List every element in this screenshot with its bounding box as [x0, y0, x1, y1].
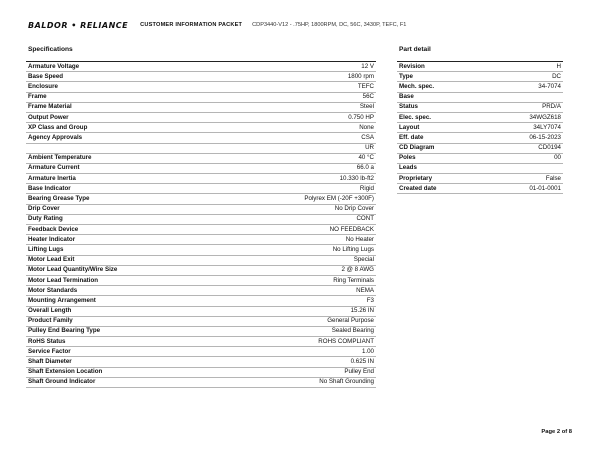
table-row [397, 174, 563, 184]
row-value: Pulley End [344, 368, 374, 376]
page-header [28, 18, 580, 32]
row-value: Steel [359, 103, 374, 111]
specifications-table [26, 61, 376, 388]
table-row [26, 93, 376, 103]
row-label: Base [399, 93, 414, 101]
row-value: ROHS COMPLIANT [318, 337, 374, 345]
table-row [397, 82, 563, 92]
table-row [26, 378, 376, 388]
row-value: 0.750 HP [348, 113, 374, 121]
part-detail-title: Part detail [399, 46, 431, 53]
row-value: 15.26 IN [350, 307, 374, 315]
table-row [397, 164, 563, 174]
row-label: Revision [399, 62, 425, 70]
table-row [26, 82, 376, 92]
row-label: Duty Rating [28, 215, 63, 223]
row-label: Armature Inertia [28, 174, 76, 182]
row-label: Mech. spec. [399, 82, 435, 90]
table-row [26, 225, 376, 235]
row-label: Lifting Lugs [28, 245, 64, 253]
row-value: Rigid [359, 184, 374, 192]
row-value: CONT [356, 215, 374, 223]
row-label: Shaft Diameter [28, 358, 72, 366]
table-row [26, 317, 376, 327]
table-row [397, 123, 563, 133]
table-row [26, 347, 376, 357]
row-label: Mounting Arrangement [28, 296, 96, 304]
row-label: Motor Lead Termination [28, 276, 99, 284]
table-row [26, 337, 376, 347]
row-label: Poles [399, 154, 416, 162]
table-row [26, 62, 376, 72]
row-label: Shaft Ground Indicator [28, 378, 96, 386]
row-label: Eff. date [399, 133, 424, 141]
row-value: 06-15-2023 [529, 133, 561, 141]
row-value: 00 [554, 154, 561, 162]
table-row [26, 307, 376, 317]
row-label: Shaft Extension Location [28, 368, 103, 376]
row-label: Enclosure [28, 82, 58, 90]
row-value: NEMA [356, 286, 374, 294]
row-value: Ring Terminals [333, 276, 374, 284]
table-row [26, 215, 376, 225]
row-label: Drip Cover [28, 205, 60, 213]
table-row [26, 235, 376, 245]
table-row [26, 194, 376, 204]
table-row [26, 72, 376, 82]
row-label: Agency Approvals [28, 133, 83, 141]
table-row [26, 266, 376, 276]
table-row [397, 154, 563, 164]
row-label: Frame [28, 93, 47, 101]
row-value: General Purpose [327, 317, 374, 325]
table-row [26, 276, 376, 286]
row-label: Output Power [28, 113, 69, 121]
row-label: Heater Indicator [28, 235, 76, 243]
table-row [26, 368, 376, 378]
row-value: TEFC [357, 82, 374, 90]
table-row [397, 144, 563, 154]
row-value: Polyrex EM (-20F +300F) [304, 195, 374, 203]
row-label: Base Indicator [28, 184, 71, 192]
row-label: Feedback Device [28, 225, 79, 233]
page-number: Page 2 of 8 [541, 429, 572, 435]
row-value: Special [353, 256, 374, 264]
table-row [26, 256, 376, 266]
table-row [26, 245, 376, 255]
row-label: Pulley End Bearing Type [28, 327, 101, 335]
row-value: No Lifting Lugs [332, 245, 374, 253]
table-row [26, 113, 376, 123]
row-value: H [556, 62, 561, 70]
table-row [26, 174, 376, 184]
row-label: Elec. spec. [399, 113, 431, 121]
table-row [26, 327, 376, 337]
row-value: 40 °C [358, 154, 374, 162]
row-value: 66.0 a [356, 164, 374, 172]
row-label: Status [399, 103, 418, 111]
table-row [26, 123, 376, 133]
row-label: XP Class and Group [28, 123, 88, 131]
table-row [397, 72, 563, 82]
part-detail-table [397, 61, 563, 194]
row-label: Layout [399, 123, 420, 131]
row-value: Sealed Bearing [331, 327, 374, 335]
table-row [397, 133, 563, 143]
row-value: 10.330 lb-ft2 [339, 174, 374, 182]
table-row [26, 164, 376, 174]
row-label: Overall Length [28, 307, 72, 315]
row-label: Leads [399, 164, 417, 172]
table-row [26, 103, 376, 113]
row-label: Armature Current [28, 164, 80, 172]
row-label: Armature Voltage [28, 62, 80, 70]
table-row [26, 286, 376, 296]
row-label: Base Speed [28, 72, 64, 80]
row-value: No Heater [345, 235, 374, 243]
row-label: Frame Material [28, 103, 72, 111]
row-label: Service Factor [28, 347, 71, 355]
row-value: PRD/A [542, 103, 561, 111]
table-row [397, 103, 563, 113]
row-label: Proprietary [399, 174, 433, 182]
row-value: 12 V [361, 62, 374, 70]
table-row [397, 62, 563, 72]
row-value: CSA [361, 133, 374, 141]
row-value: 34-7074 [538, 82, 561, 90]
row-label: Product Family [28, 317, 73, 325]
row-value: No Drip Cover [334, 205, 374, 213]
row-value: 34WGZ618 [529, 113, 561, 121]
row-value: 01-01-0001 [529, 184, 561, 192]
row-value: 1800 rpm [347, 72, 374, 80]
row-value: NO FEEDBACK [329, 225, 374, 233]
table-row [26, 154, 376, 164]
row-label: Type [399, 72, 413, 80]
row-value: False [545, 174, 561, 182]
row-value: 0.625 IN [350, 358, 374, 366]
document-description: CDP3440-V12 - .75HP, 1800RPM, DC, 56C, 3430P, TEFC, F1 [252, 22, 407, 28]
row-value: CD0194 [538, 144, 561, 152]
brand-logo: BALDOR • RELIANCE [28, 20, 129, 30]
row-value: 1.00 [361, 347, 374, 355]
table-row [397, 93, 563, 103]
table-row [397, 113, 563, 123]
row-label: Motor Lead Quantity/Wire Size [28, 266, 118, 274]
row-label: RoHS Status [28, 337, 66, 345]
row-label: Motor Lead Exit [28, 256, 75, 264]
table-row [26, 205, 376, 215]
row-label: Created date [399, 184, 437, 192]
table-row [26, 296, 376, 306]
row-value: 34LY7074 [533, 123, 561, 131]
row-label: Bearing Grease Type [28, 195, 90, 203]
specifications-title: Specifications [28, 46, 73, 53]
packet-title: CUSTOMER INFORMATION PACKET [140, 22, 243, 28]
row-value: UR [365, 144, 374, 152]
table-row [397, 184, 563, 194]
row-value: F3 [366, 296, 374, 304]
row-label: CD Diagram [399, 144, 435, 152]
row-value: No Shaft Grounding [319, 378, 374, 386]
row-value: 56C [362, 93, 374, 101]
table-row [26, 144, 376, 154]
row-value: None [359, 123, 374, 131]
table-row [26, 184, 376, 194]
row-label: Motor Standards [28, 286, 78, 294]
row-label: Ambient Temperature [28, 154, 92, 162]
table-row [26, 357, 376, 367]
row-value: DC [552, 72, 561, 80]
table-row [26, 133, 376, 143]
row-value: 2 @ 8 AWG [341, 266, 374, 274]
